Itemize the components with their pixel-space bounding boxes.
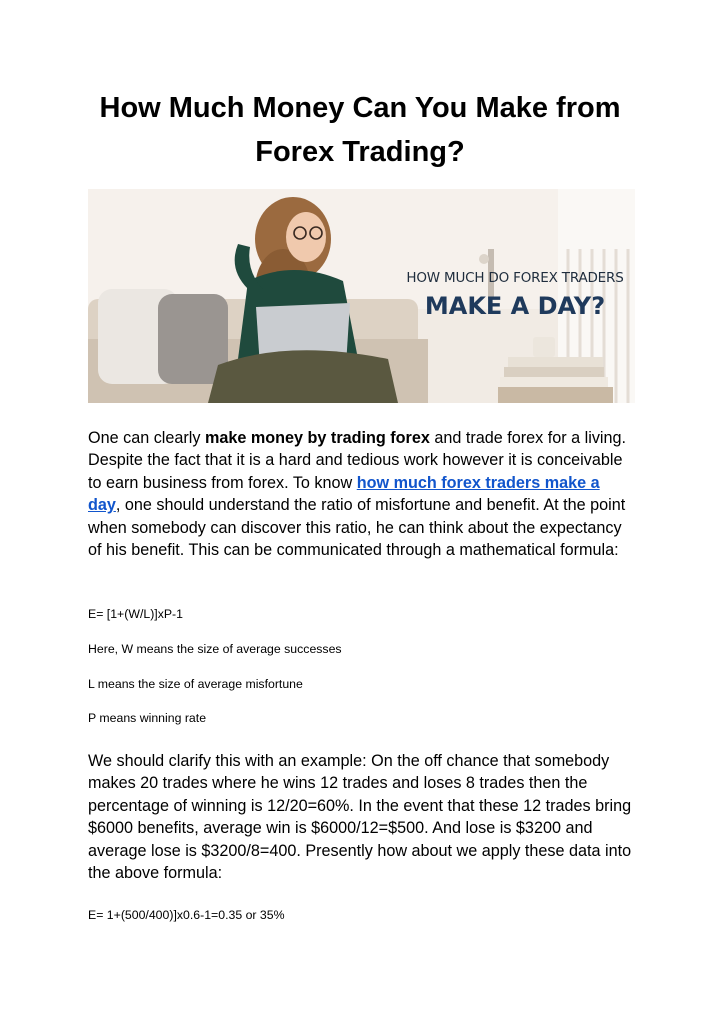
definition-w: Here, W means the size of average successes <box>88 642 342 656</box>
intro-paragraph <box>88 427 636 561</box>
forex-traders-link[interactable]: how much forex traders make a day <box>88 473 600 515</box>
definition-p: P means winning rate <box>88 711 207 725</box>
definition-l: L means the size of average misfortune <box>88 677 303 691</box>
page-title: How Much Money Can You Make from Forex Trading? <box>99 92 621 168</box>
result-formula: E= 1+(500/400)]x0.6-1=0.35 or 35% <box>88 908 285 922</box>
hero-caption <box>400 269 630 321</box>
intro-bold-phrase: make money by trading forex <box>204 429 430 447</box>
hero-image <box>88 189 635 403</box>
hero-caption-line2: MAKE A DAY? <box>424 292 606 320</box>
example-paragraph: We should clarify this with an example: On the off chance that somebody makes 20 trades where he wins 12 trades and loses 8 trades then the percentage of winning is 12/20=60%. In the event that these 12 trades bring $6000 benefits, average win is $6000/12=$500. And lose is $3200 and average lose is $3200/8=400. Presently how about we apply these data into the above formula: <box>88 752 632 883</box>
intro-text-1: One can clearly <box>88 429 205 447</box>
intro-text-3: , one should understand the ratio of misfortune and benefit. At the point when somebody can discover this ratio, he can think about the expectancy of his benefit. This can be communicated through a mathematical formula: <box>88 496 626 560</box>
intro-text-2: and trade forex for a living. Despite the fact that it is a hard and tedious work however it is conceivable to earn business from forex. To know <box>88 429 627 492</box>
formula-line: E= [1+(W/L)]xP-1 <box>88 607 183 621</box>
hero-caption-line1: HOW MUCH DO FOREX TRADERS <box>406 270 624 286</box>
